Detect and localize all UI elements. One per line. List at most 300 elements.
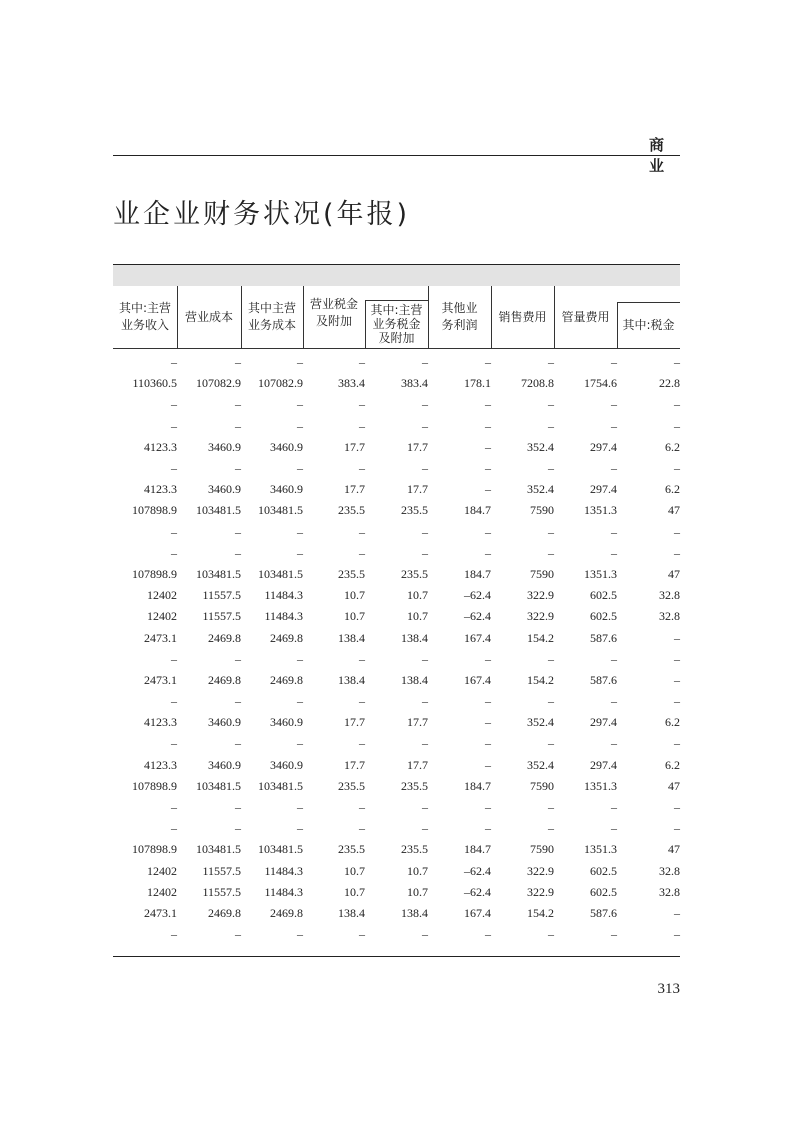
table-cell: – [485, 461, 491, 476]
table-row [113, 670, 680, 691]
table-cell: – [422, 651, 428, 666]
table-cell: 32.8 [659, 884, 680, 899]
table-cell: – [548, 524, 554, 539]
table-cell: – [674, 545, 680, 560]
table-cell: 11484.3 [264, 609, 303, 624]
table-cell: – [485, 821, 491, 836]
table-cell: 10.7 [344, 863, 365, 878]
table-cell: 352.4 [527, 439, 554, 454]
table-cell: – [548, 355, 554, 370]
table-cell: 12402 [147, 588, 177, 603]
table-cell: 2473.1 [144, 905, 177, 920]
table-cell: – [548, 461, 554, 476]
table-row [113, 691, 680, 712]
column-header-main-revenue: 其中:主营 业务收入 [118, 301, 172, 332]
table-cell: – [171, 355, 177, 370]
table-cell: – [422, 821, 428, 836]
table-cell: 167.4 [464, 672, 491, 687]
table-cell: – [297, 651, 303, 666]
table-cell: – [611, 524, 617, 539]
table-cell: – [485, 927, 491, 942]
table-cell: – [548, 736, 554, 751]
table-cell: 235.5 [338, 778, 365, 793]
table-cell: – [611, 545, 617, 560]
table-cell: 47 [668, 503, 680, 518]
table-row [113, 839, 680, 860]
table-cell: – [422, 355, 428, 370]
table-row [113, 585, 680, 606]
table-cell: 10.7 [407, 588, 428, 603]
table-cell: – [674, 905, 680, 920]
table-cell: – [674, 927, 680, 942]
table-cell: – [359, 821, 365, 836]
table-row [113, 352, 680, 373]
table-row [113, 861, 680, 882]
table-cell: 11557.5 [202, 863, 241, 878]
table-cell: 587.6 [590, 630, 617, 645]
table-cell: 322.9 [527, 884, 554, 899]
table-cell: 235.5 [338, 503, 365, 518]
table-cell: 7590 [530, 842, 554, 857]
table-cell: 110360.5 [132, 376, 177, 391]
table-cell: 352.4 [527, 482, 554, 497]
table-cell: – [422, 694, 428, 709]
table-cell: – [235, 355, 241, 370]
table-cell: – [422, 397, 428, 412]
table-cell: 10.7 [344, 588, 365, 603]
table-cell: 10.7 [407, 863, 428, 878]
table-cell: – [359, 651, 365, 666]
table-cell: – [674, 397, 680, 412]
table-cell: – [359, 418, 365, 433]
header-subrule [617, 302, 680, 303]
table-cell: – [611, 651, 617, 666]
table-cell: – [611, 694, 617, 709]
data-table [113, 352, 680, 945]
header-divider [491, 286, 492, 348]
header-subrule [365, 300, 428, 301]
header-bottom-rule [113, 348, 680, 349]
table-row [113, 649, 680, 670]
table-row [113, 755, 680, 776]
table-cell: 103481.5 [258, 842, 303, 857]
table-row [113, 500, 680, 521]
table-cell: – [485, 757, 491, 772]
table-cell: 138.4 [401, 905, 428, 920]
table-cell: 10.7 [407, 884, 428, 899]
table-cell: – [422, 418, 428, 433]
header-divider [428, 286, 429, 348]
table-cell: 322.9 [527, 863, 554, 878]
table-cell: 10.7 [344, 884, 365, 899]
table-cell: – [485, 355, 491, 370]
table-cell: – [548, 545, 554, 560]
header-divider [554, 286, 555, 348]
table-cell: 2469.8 [270, 672, 303, 687]
table-cell: – [171, 461, 177, 476]
table-cell: 235.5 [401, 778, 428, 793]
page-number: 313 [657, 981, 680, 997]
table-cell: – [422, 800, 428, 815]
table-cell: – [611, 927, 617, 942]
table-cell: 178.1 [464, 376, 491, 391]
table-cell: – [171, 736, 177, 751]
table-cell: – [485, 418, 491, 433]
table-cell: – [171, 524, 177, 539]
table-cell: 12402 [147, 863, 177, 878]
table-cell: 235.5 [401, 503, 428, 518]
table-cell: 107898.9 [132, 778, 177, 793]
table-cell: – [674, 461, 680, 476]
table-cell: – [297, 694, 303, 709]
table-cell: – [611, 355, 617, 370]
table-cell: 154.2 [527, 905, 554, 920]
header-rule [113, 155, 680, 156]
table-cell: 235.5 [338, 842, 365, 857]
column-header-admin-expense: 管量费用 [561, 309, 610, 324]
table-cell: – [674, 355, 680, 370]
table-cell: 6.2 [665, 482, 680, 497]
table-cell: – [674, 524, 680, 539]
table-cell: – [611, 800, 617, 815]
table-cell: 297.4 [590, 715, 617, 730]
table-row [113, 416, 680, 437]
table-cell: –62.4 [464, 863, 491, 878]
table-cell: 7590 [530, 566, 554, 581]
table-cell: 6.2 [665, 757, 680, 772]
table-cell: – [297, 397, 303, 412]
column-header-sales-expense: 销售费用 [498, 309, 547, 324]
table-cell: 32.8 [659, 863, 680, 878]
table-cell: – [674, 630, 680, 645]
table-cell: – [297, 736, 303, 751]
table-cell: – [674, 694, 680, 709]
table-cell: 17.7 [407, 482, 428, 497]
table-top-band [113, 264, 680, 286]
table-cell: 352.4 [527, 757, 554, 772]
table-cell: 138.4 [401, 672, 428, 687]
table-cell: 22.8 [659, 376, 680, 391]
table-cell: 11557.5 [202, 609, 241, 624]
table-cell: 17.7 [407, 757, 428, 772]
table-cell: – [235, 821, 241, 836]
table-cell: 32.8 [659, 588, 680, 603]
table-cell: 587.6 [590, 905, 617, 920]
table-row [113, 776, 680, 797]
table-cell: – [485, 800, 491, 815]
table-cell: – [297, 800, 303, 815]
table-cell: – [485, 397, 491, 412]
table-cell: 103481.5 [196, 778, 241, 793]
table-cell: 2469.8 [270, 630, 303, 645]
table-cell: – [171, 545, 177, 560]
table-cell: 602.5 [590, 884, 617, 899]
table-cell: 383.4 [338, 376, 365, 391]
table-cell: 7590 [530, 503, 554, 518]
table-cell: – [674, 651, 680, 666]
table-cell: 103481.5 [196, 566, 241, 581]
table-cell: 602.5 [590, 863, 617, 878]
table-row [113, 437, 680, 458]
table-cell: – [359, 694, 365, 709]
table-cell: 167.4 [464, 630, 491, 645]
table-cell: 6.2 [665, 439, 680, 454]
table-cell: 17.7 [407, 715, 428, 730]
table-cell: 3460.9 [208, 715, 241, 730]
header-divider [617, 302, 618, 348]
table-cell: 322.9 [527, 588, 554, 603]
table-row [113, 882, 680, 903]
column-header-main-cost: 其中主营 业务成本 [247, 301, 296, 332]
table-cell: – [359, 736, 365, 751]
table-row [113, 394, 680, 415]
table-cell: – [422, 524, 428, 539]
table-cell: – [422, 927, 428, 942]
table-cell: – [235, 397, 241, 412]
table-cell: – [548, 418, 554, 433]
table-cell: 11557.5 [202, 884, 241, 899]
table-cell: – [235, 927, 241, 942]
table-cell: 352.4 [527, 715, 554, 730]
table-cell: – [235, 545, 241, 560]
table-cell: 3460.9 [270, 757, 303, 772]
table-cell: –62.4 [464, 588, 491, 603]
table-cell: – [611, 736, 617, 751]
table-cell: – [548, 651, 554, 666]
table-cell: 103481.5 [196, 842, 241, 857]
table-cell: – [548, 927, 554, 942]
table-cell: 11484.3 [264, 863, 303, 878]
table-cell: – [235, 694, 241, 709]
table-cell: – [171, 927, 177, 942]
table-cell: 3460.9 [208, 439, 241, 454]
column-header-operating-cost: 营业成本 [184, 309, 233, 324]
table-cell: 107898.9 [132, 842, 177, 857]
table-cell: 1351.3 [584, 842, 617, 857]
table-cell: 2469.8 [208, 905, 241, 920]
table-cell: 235.5 [401, 842, 428, 857]
table-cell: 107898.9 [132, 566, 177, 581]
table-cell: 103481.5 [258, 503, 303, 518]
table-row [113, 543, 680, 564]
table-cell: – [485, 715, 491, 730]
table-cell: 32.8 [659, 609, 680, 624]
table-cell: 383.4 [401, 376, 428, 391]
table-cell: 184.7 [464, 566, 491, 581]
table-row [113, 522, 680, 543]
table-cell: – [235, 418, 241, 433]
table-cell: 4123.3 [144, 482, 177, 497]
table-cell: 107082.9 [258, 376, 303, 391]
table-row [113, 797, 680, 818]
table-cell: 12402 [147, 609, 177, 624]
table-cell: 235.5 [338, 566, 365, 581]
table-cell: – [548, 397, 554, 412]
table-row [113, 564, 680, 585]
table-cell: 47 [668, 566, 680, 581]
table-cell: 11484.3 [264, 588, 303, 603]
table-cell: 602.5 [590, 588, 617, 603]
table-cell: 1351.3 [584, 566, 617, 581]
column-header-operating-tax: 营业税金 及附加 [309, 297, 358, 328]
table-row [113, 627, 680, 648]
table-cell: – [171, 821, 177, 836]
column-header-other-profit: 其他业 务利润 [441, 301, 478, 332]
table-cell: – [359, 397, 365, 412]
table-cell: – [359, 524, 365, 539]
table-cell: 1351.3 [584, 503, 617, 518]
table-cell: 2469.8 [208, 630, 241, 645]
table-cell: 17.7 [344, 757, 365, 772]
table-cell: – [548, 800, 554, 815]
table-cell: – [171, 694, 177, 709]
table-cell: – [485, 439, 491, 454]
table-cell: 297.4 [590, 439, 617, 454]
table-cell: 154.2 [527, 672, 554, 687]
table-cell: 184.7 [464, 842, 491, 857]
table-row [113, 458, 680, 479]
section-header: 商 业 [648, 136, 680, 175]
table-cell: 47 [668, 778, 680, 793]
table-cell: – [359, 545, 365, 560]
table-cell: 103481.5 [258, 778, 303, 793]
column-header-tax: 其中:税金 [622, 317, 675, 332]
table-cell: – [422, 461, 428, 476]
table-cell: – [235, 461, 241, 476]
table-cell: – [422, 545, 428, 560]
table-cell: – [674, 821, 680, 836]
table-cell: – [235, 800, 241, 815]
table-cell: 322.9 [527, 609, 554, 624]
table-cell: – [485, 651, 491, 666]
table-cell: 1351.3 [584, 778, 617, 793]
table-cell: 47 [668, 842, 680, 857]
table-cell: 7590 [530, 778, 554, 793]
table-cell: – [297, 821, 303, 836]
table-cell: – [485, 694, 491, 709]
table-cell: – [235, 736, 241, 751]
table-cell: – [297, 418, 303, 433]
table-cell: 103481.5 [258, 566, 303, 581]
table-row [113, 606, 680, 627]
table-cell: 4123.3 [144, 439, 177, 454]
table-cell: 3460.9 [208, 757, 241, 772]
table-cell: 4123.3 [144, 715, 177, 730]
table-cell: 17.7 [407, 439, 428, 454]
table-cell: – [297, 524, 303, 539]
table-bottom-rule [113, 956, 680, 957]
table-cell: 297.4 [590, 757, 617, 772]
table-cell: 154.2 [527, 630, 554, 645]
table-cell: 107898.9 [132, 503, 177, 518]
table-cell: – [359, 800, 365, 815]
header-divider [241, 286, 242, 348]
table-row [113, 733, 680, 754]
table-cell: 17.7 [344, 439, 365, 454]
table-row [113, 373, 680, 394]
table-row [113, 903, 680, 924]
table-cell: 3460.9 [270, 482, 303, 497]
table-cell: – [171, 418, 177, 433]
table-cell: – [674, 736, 680, 751]
table-cell: 10.7 [407, 609, 428, 624]
table-cell: – [171, 397, 177, 412]
table-cell: – [171, 651, 177, 666]
table-cell: 2473.1 [144, 672, 177, 687]
table-cell: 3460.9 [270, 439, 303, 454]
table-cell: 167.4 [464, 905, 491, 920]
table-cell: – [422, 736, 428, 751]
table-cell: 107082.9 [196, 376, 241, 391]
table-cell: –62.4 [464, 884, 491, 899]
table-cell: 17.7 [344, 715, 365, 730]
table-cell: 3460.9 [208, 482, 241, 497]
table-cell: 2473.1 [144, 630, 177, 645]
header-divider [303, 286, 304, 348]
table-cell: 17.7 [344, 482, 365, 497]
table-cell: –62.4 [464, 609, 491, 624]
table-cell: – [674, 418, 680, 433]
table-cell: – [611, 397, 617, 412]
table-cell: – [235, 651, 241, 666]
table-cell: 1754.6 [584, 376, 617, 391]
table-cell: – [611, 821, 617, 836]
table-cell: 11484.3 [264, 884, 303, 899]
table-cell: – [485, 482, 491, 497]
table-cell: – [485, 736, 491, 751]
header-divider [177, 286, 178, 348]
table-cell: – [297, 927, 303, 942]
table-cell: 6.2 [665, 715, 680, 730]
table-cell: 297.4 [590, 482, 617, 497]
table-cell: 602.5 [590, 609, 617, 624]
table-cell: – [235, 524, 241, 539]
table-cell: 103481.5 [196, 503, 241, 518]
table-row [113, 712, 680, 733]
table-cell: – [359, 355, 365, 370]
table-cell: – [297, 461, 303, 476]
table-cell: 138.4 [401, 630, 428, 645]
table-cell: 2469.8 [208, 672, 241, 687]
table-cell: 2469.8 [270, 905, 303, 920]
table-cell: 184.7 [464, 778, 491, 793]
table-cell: – [611, 418, 617, 433]
page-title: 业企业财务状况(年报) [113, 199, 411, 230]
table-cell: 7208.8 [521, 376, 554, 391]
table-cell: – [548, 694, 554, 709]
table-cell: 10.7 [344, 609, 365, 624]
table-row [113, 924, 680, 945]
table-cell: – [171, 800, 177, 815]
table-cell: – [297, 355, 303, 370]
table-cell: 138.4 [338, 630, 365, 645]
table-cell: 3460.9 [270, 715, 303, 730]
table-cell: – [359, 461, 365, 476]
table-cell: – [611, 461, 617, 476]
table-cell: 138.4 [338, 905, 365, 920]
column-header-main-tax: 其中:主营 业务税金 及附加 [370, 303, 423, 345]
table-cell: 138.4 [338, 672, 365, 687]
table-cell: – [359, 927, 365, 942]
table-cell: – [548, 821, 554, 836]
table-cell: – [297, 545, 303, 560]
table-row [113, 818, 680, 839]
table-cell: – [674, 672, 680, 687]
table-cell: – [485, 524, 491, 539]
table-cell: 11557.5 [202, 588, 241, 603]
table-cell: 184.7 [464, 503, 491, 518]
header-divider [365, 300, 366, 348]
